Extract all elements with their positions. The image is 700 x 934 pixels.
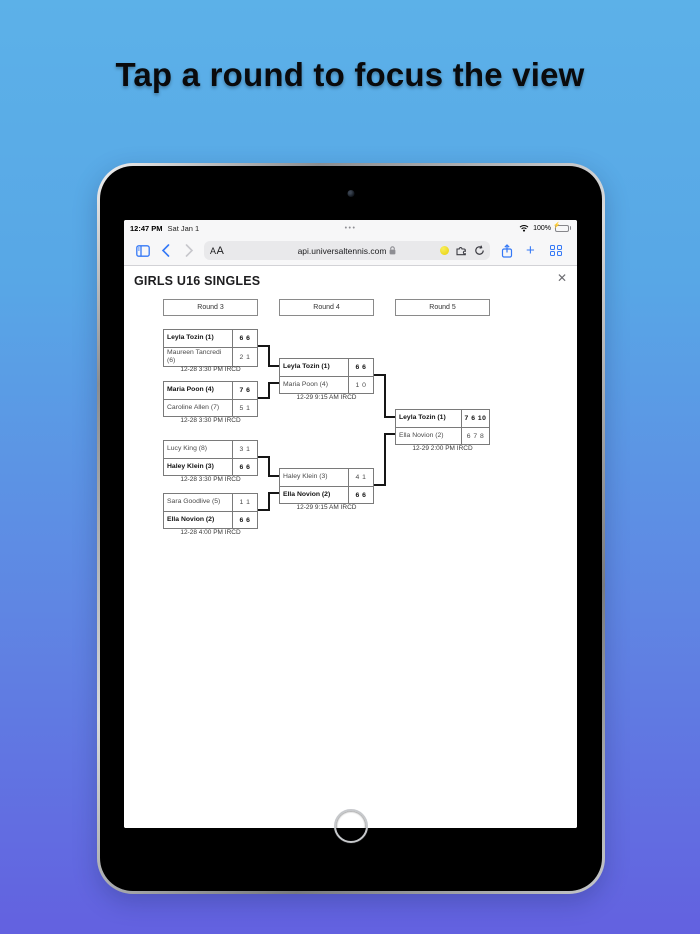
date-label: Sat Jan 1 [167, 223, 200, 233]
favicon-tennis-ball [440, 246, 449, 255]
score: 1 1 [239, 499, 251, 506]
player-name: Lucy King (8) [164, 441, 233, 458]
close-icon[interactable]: ✕ [556, 271, 567, 285]
extensions-icon[interactable] [456, 246, 467, 256]
score: 3 1 [239, 446, 251, 453]
match-schedule: 12-29 2:00 PM IRCD [412, 445, 473, 452]
match-r4-2 [279, 468, 374, 504]
player-name: Maria Poon (4) [164, 382, 233, 399]
match-schedule: 12-28 3:30 PM IRCD [180, 366, 241, 373]
player-name: Leyla Tozin (1) [396, 410, 462, 427]
bracket-page [124, 267, 577, 828]
browser-toolbar [124, 236, 577, 266]
score: 6 6 [239, 516, 251, 524]
score: 7 6 [239, 387, 251, 394]
player-name: Ella Novion (2) [396, 428, 462, 444]
status-bar [124, 220, 577, 236]
wifi-icon [519, 224, 529, 232]
status-left [130, 224, 199, 233]
forward-icon[interactable] [185, 244, 194, 257]
clock: 12:47 PM [130, 223, 163, 233]
score: 2 1 [239, 353, 251, 361]
reader-mode-button[interactable]: AA [210, 244, 225, 257]
score: 6 6 [355, 491, 367, 499]
tab-overview-icon[interactable] [550, 245, 562, 257]
home-button[interactable] [334, 809, 368, 843]
ipad-screen [124, 220, 577, 828]
new-tab-icon[interactable]: + [526, 242, 535, 259]
player-name: Maria Poon (4) [280, 377, 349, 393]
player-name: Maureen Tancredi (6) [164, 348, 233, 366]
sidebar-icon[interactable] [136, 245, 150, 257]
player-name: Leyla Tozin (1) [164, 330, 233, 347]
score: 7 6 10 [464, 415, 487, 422]
match-schedule: 12-29 9:15 AM IRCD [296, 394, 357, 401]
match-r4-1 [279, 358, 374, 394]
match-schedule: 12-29 9:15 AM IRCD [296, 504, 357, 511]
front-camera [348, 190, 355, 197]
bracket-title: GIRLS U16 SINGLES [134, 274, 261, 288]
player-name: Caroline Allen (7) [164, 400, 233, 416]
round-3-button[interactable]: Round 3 [163, 299, 258, 316]
score: 4 1 [355, 474, 367, 481]
score: 6 6 [355, 364, 367, 371]
player-name: Leyla Tozin (1) [280, 359, 349, 376]
reload-icon[interactable] [474, 245, 485, 256]
multitask-dots: ••• [344, 224, 357, 232]
match-r3-3 [163, 440, 258, 476]
page-title: Tap a round to focus the view [115, 56, 585, 93]
ipad-bezel [100, 166, 602, 891]
back-icon[interactable] [161, 244, 170, 257]
battery-icon: ⚡ [555, 225, 571, 232]
ipad-device-frame [97, 163, 605, 894]
status-right [519, 224, 571, 232]
round-5-button[interactable]: Round 5 [395, 299, 490, 316]
match-schedule: 12-28 3:30 PM IRCD [180, 417, 241, 424]
match-schedule: 12-28 3:30 PM IRCD [180, 476, 241, 483]
player-name: Haley Klein (3) [164, 459, 233, 475]
match-r3-4 [163, 493, 258, 529]
battery-percent: 100% [533, 224, 551, 232]
round-4-button[interactable]: Round 4 [279, 299, 374, 316]
player-name: Haley Klein (3) [280, 469, 349, 486]
score: 6 6 [239, 335, 251, 342]
score: 6 6 [239, 463, 251, 471]
score: 6 7 8 [466, 432, 485, 440]
share-icon[interactable] [501, 244, 513, 258]
player-name: Sara Goodlive (5) [164, 494, 233, 511]
address-bar[interactable] [204, 241, 490, 260]
match-r3-2 [163, 381, 258, 417]
score: 1 0 [355, 381, 367, 389]
score: 5 1 [239, 404, 251, 412]
player-name: Ella Novion (2) [280, 487, 349, 503]
match-r3-1 [163, 329, 258, 367]
match-r5-final [395, 409, 490, 445]
player-name: Ella Novion (2) [164, 512, 233, 528]
lock-icon [389, 246, 396, 255]
url-text: api.universaltennis.com [297, 245, 387, 256]
match-schedule: 12-28 4:00 PM IRCD [180, 529, 241, 536]
